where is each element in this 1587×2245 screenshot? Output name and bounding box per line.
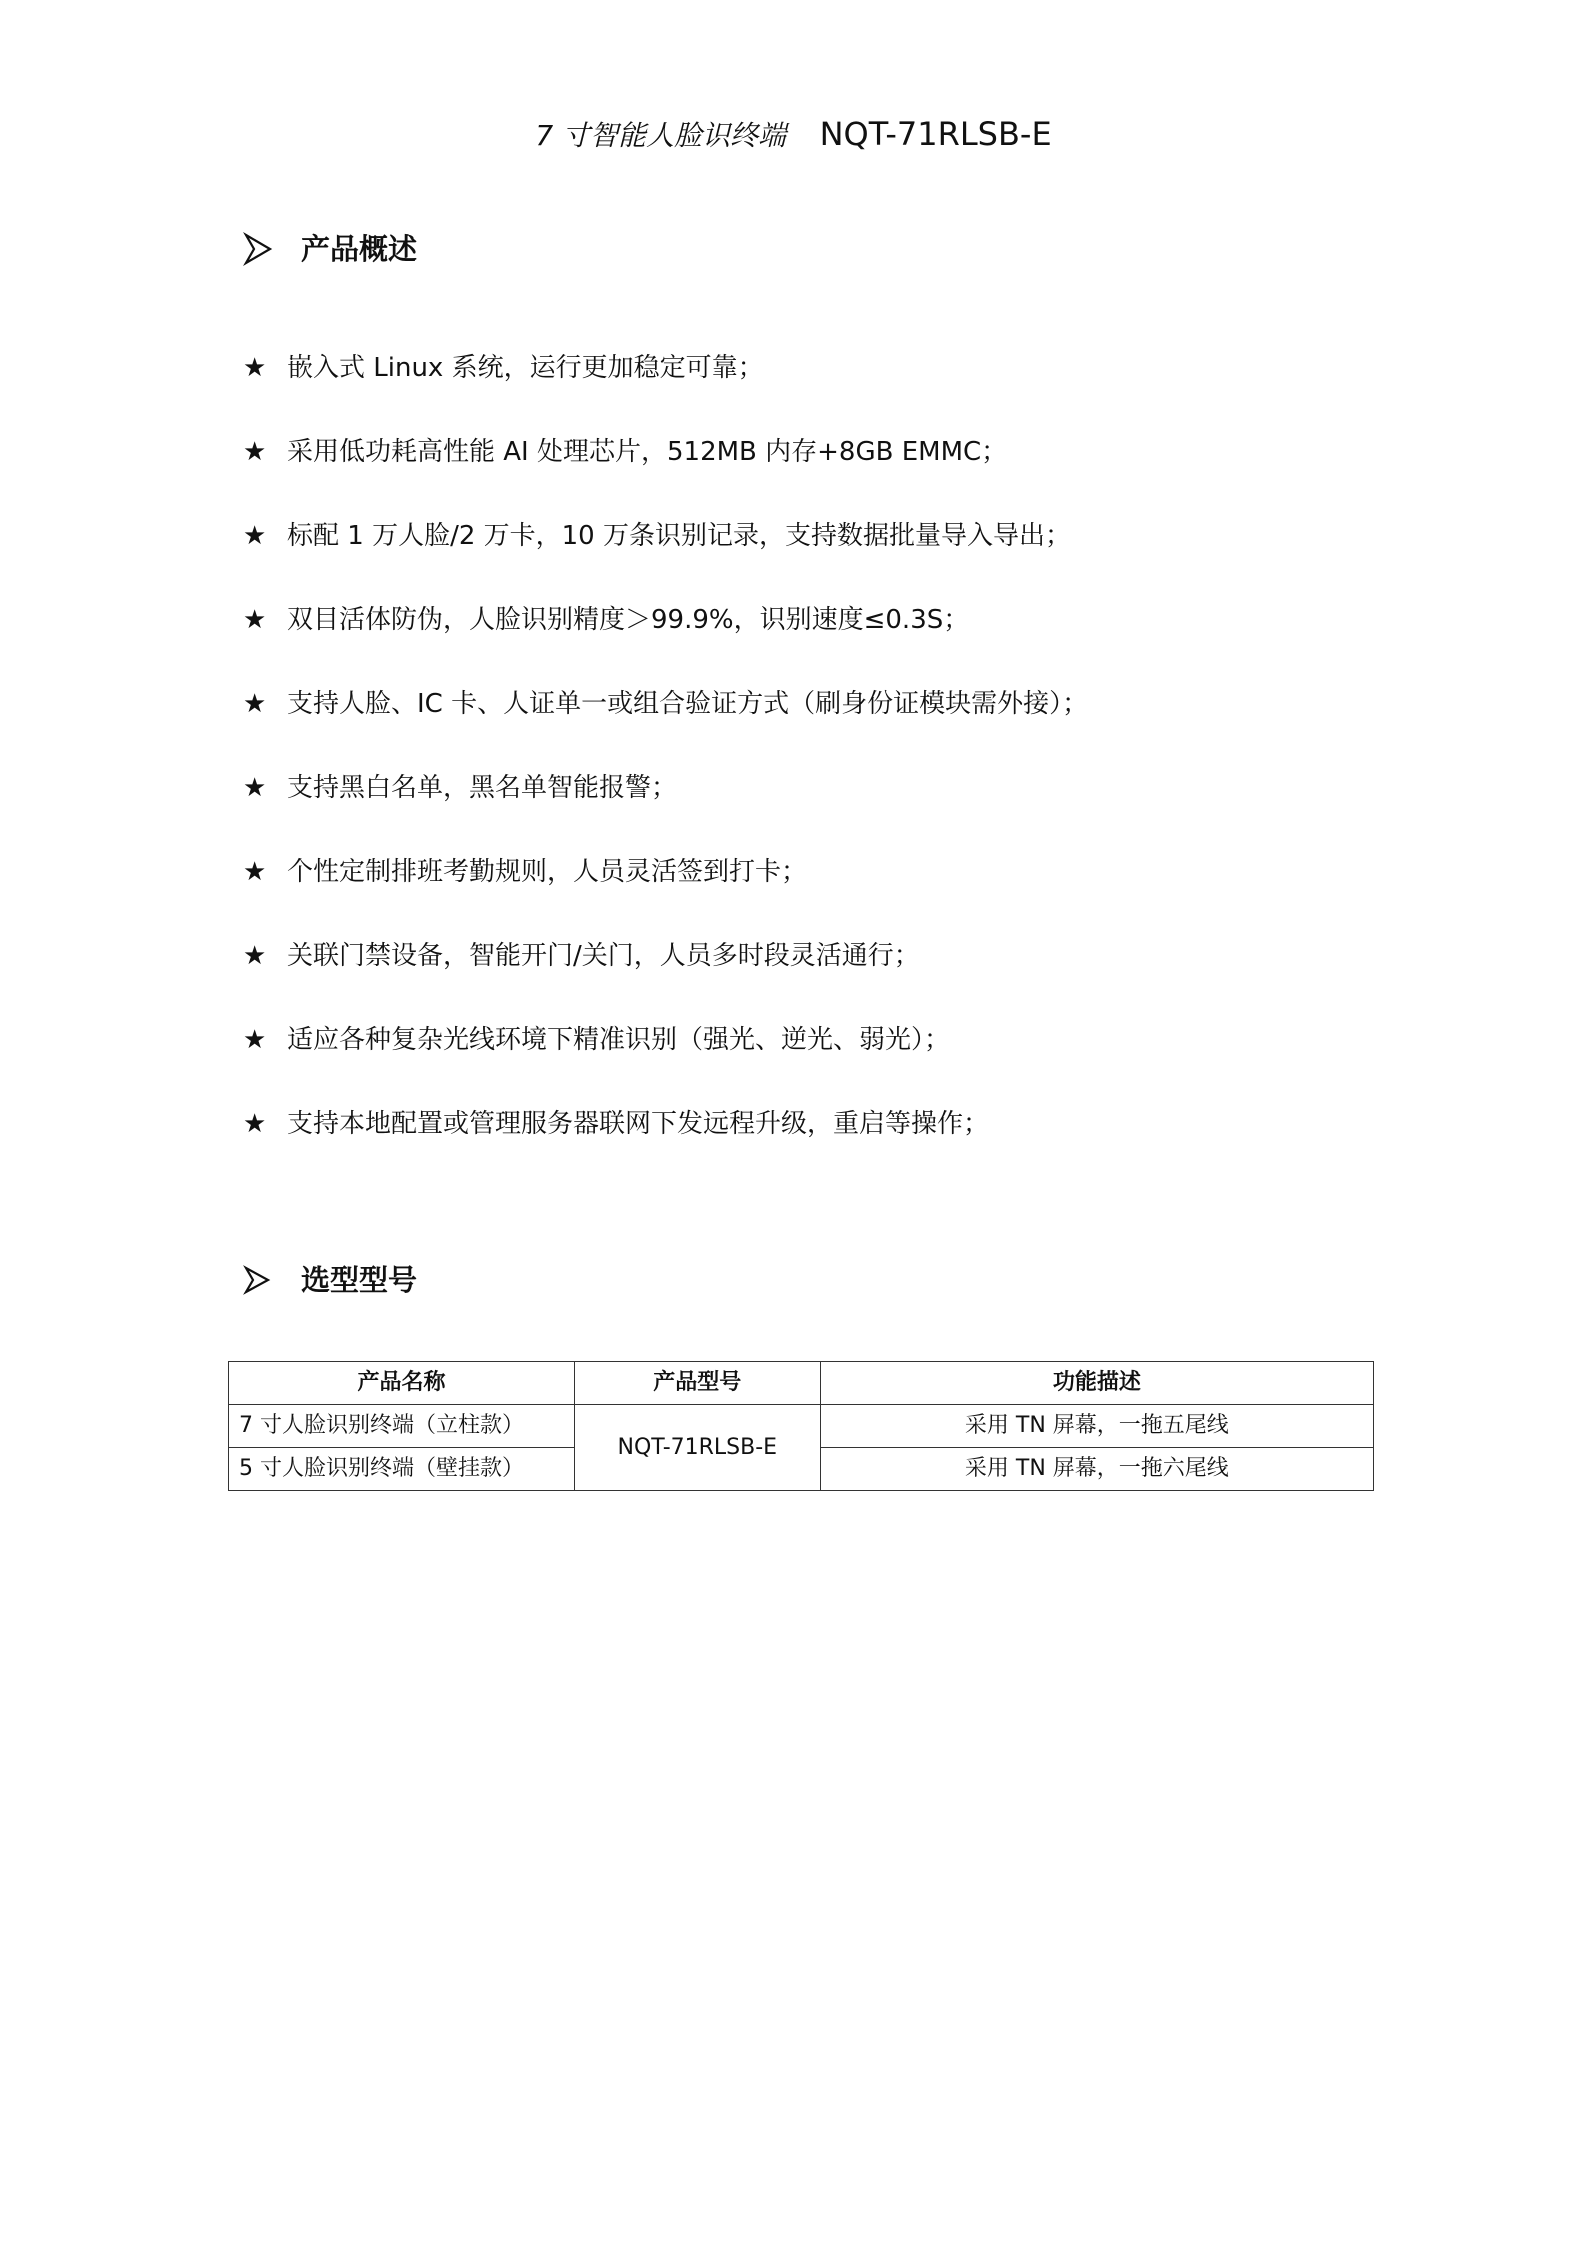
product-model-cell: NQT-71RLSB-E: [574, 1405, 820, 1491]
header-function-description: 功能描述: [820, 1362, 1373, 1405]
feature-item: [243, 766, 1088, 810]
star-icon: ★: [243, 521, 267, 551]
star-icon: ★: [243, 1025, 267, 1055]
feature-item: [243, 1102, 1088, 1146]
table-row: [229, 1405, 1374, 1448]
feature-text: 个性定制排班考勤规则，人员灵活签到打卡；: [287, 857, 808, 887]
overview-heading: [243, 227, 417, 271]
header-product-model: 产品型号: [574, 1362, 820, 1405]
model-selection-table: [228, 1361, 1374, 1491]
product-name-cell: 5 寸人脸识别终端（壁挂款）: [229, 1448, 575, 1491]
feature-text: 嵌入式 Linux 系统，运行更加稳定可靠；: [287, 353, 764, 383]
models-heading: [243, 1258, 417, 1302]
product-name-cell: 7 寸人脸识别终端（立柱款）: [229, 1405, 575, 1448]
table-header-row: [229, 1362, 1374, 1405]
feature-text: 支持本地配置或管理服务器联网下发远程升级，重启等操作；: [287, 1109, 990, 1139]
title-model-number: NQT-71RLSB-E: [819, 115, 1052, 153]
feature-text: 适应各种复杂光线环境下精准识别（强光、逆光、弱光）；: [287, 1025, 951, 1055]
star-icon: ★: [243, 1109, 267, 1139]
page-title: [0, 112, 1587, 158]
star-icon: ★: [243, 605, 267, 635]
function-description-cell: 采用 TN 屏幕，一拖六尾线: [820, 1448, 1373, 1491]
star-icon: ★: [243, 689, 267, 719]
feature-text: 支持人脸、IC 卡、人证单一或组合验证方式（刷身份证模块需外接）；: [287, 689, 1089, 719]
feature-text: 标配 1 万人脸/2 万卡，10 万条识别记录，支持数据批量导入导出；: [287, 521, 1071, 551]
arrow-icon: [243, 1263, 273, 1297]
feature-item: [243, 934, 1088, 978]
function-description-cell: 采用 TN 屏幕，一拖五尾线: [820, 1405, 1373, 1448]
feature-text: 支持黑白名单，黑名单智能报警；: [287, 773, 678, 803]
feature-item: [243, 1018, 1088, 1062]
feature-item: [243, 598, 1088, 642]
overview-heading-text: 产品概述: [301, 232, 418, 266]
arrow-icon: [243, 232, 273, 266]
feature-text: 关联门禁设备，智能开门/关门，人员多时段灵活通行；: [287, 941, 920, 971]
feature-item: [243, 346, 1088, 390]
title-chinese: 7 寸智能人脸识终端: [535, 119, 787, 152]
feature-item: [243, 850, 1088, 894]
header-product-name: 产品名称: [229, 1362, 575, 1405]
models-heading-text: 选型型号: [301, 1263, 418, 1297]
star-icon: ★: [243, 773, 267, 803]
star-icon: ★: [243, 857, 267, 887]
star-icon: ★: [243, 941, 267, 971]
feature-list: [243, 346, 1088, 1186]
star-icon: ★: [243, 353, 267, 383]
feature-item: [243, 682, 1088, 726]
star-icon: ★: [243, 437, 267, 467]
feature-item: [243, 514, 1088, 558]
feature-text: 双目活体防伪，人脸识别精度＞99.9%，识别速度≤0.3S；: [287, 605, 970, 635]
feature-text: 采用低功耗高性能 AI 处理芯片，512MB 内存+8GB EMMC；: [287, 437, 1008, 467]
feature-item: [243, 430, 1088, 474]
